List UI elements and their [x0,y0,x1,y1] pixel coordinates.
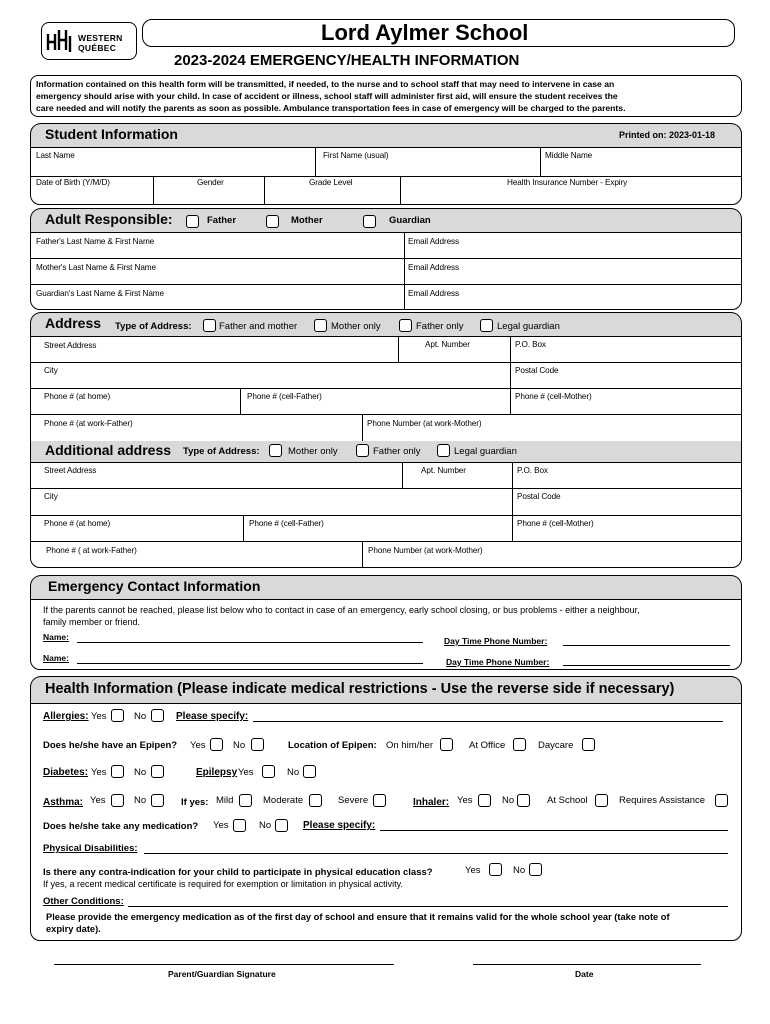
contact-2-name-label: Name: [43,653,69,663]
asthma-if-yes-label: If yes: [181,797,209,808]
medication-yes-label: Yes [213,820,229,831]
school-name: Lord Aylmer School [321,20,529,45]
form-title: 2023-2024 EMERGENCY/HEALTH INFORMATION [174,52,520,69]
asthma-severe-label: Severe [338,795,369,806]
additional-guardian-checkbox[interactable] [437,444,450,457]
allergies-specify-label: Please specify: [176,711,249,722]
epipen-office-checkbox[interactable] [513,738,526,751]
logo-text-quebec: QUÉBEC [78,43,117,53]
school-board-logo [41,22,137,60]
additional-phone-cell-mother-field[interactable]: Phone # (cell-Mother) [517,519,594,528]
additional-type-label: Type of Address: [183,446,260,457]
address-father-checkbox[interactable] [399,319,412,332]
contact-1-phone-line[interactable] [563,645,730,646]
epilepsy-no-label: No [287,767,300,778]
phone-cell-father-field[interactable]: Phone # (cell-Father) [247,392,322,401]
medication-note-1: Please provide the emergency medication as of the first day of school and ensure that it remains valid for the whole school year (take note of [46,912,670,922]
pe-question: Is there any contra-indication for your child to participate in physical education class? [43,867,433,878]
epipen-daycare-label: Daycare [538,740,574,751]
postal-code-field[interactable]: Postal Code [515,366,559,375]
emergency-section-title: Emergency Contact Information [48,578,261,594]
epipen-on-him-checkbox[interactable] [440,738,453,751]
guardian-option-label: Guardian [389,215,431,226]
epipen-daycare-checkbox[interactable] [582,738,595,751]
diabetes-no-checkbox[interactable] [151,765,164,778]
epilepsy-no-checkbox[interactable] [303,765,316,778]
diabetes-yes-label: Yes [91,767,107,778]
epipen-on-him-label: On him/her [386,740,433,751]
father-name-field[interactable]: Father's Last Name & First Name [36,237,155,246]
medication-question: Does he/she take any medication? [43,821,199,832]
guardian-checkbox[interactable] [363,215,376,228]
pe-no-checkbox[interactable] [529,863,542,876]
additional-father-label: Father only [373,446,421,457]
first-name-field[interactable]: First Name (usual) [323,151,389,160]
asthma-label: Asthma: [43,797,84,808]
allergies-yes-label: Yes [91,711,107,722]
contact-2-name-line[interactable] [77,663,423,664]
diabetes-no-label: No [134,767,147,778]
pe-no-label: No [513,865,526,876]
phone-work-mother-field[interactable]: Phone Number (at work-Mother) [367,419,482,428]
allergies-no-label: No [134,711,147,722]
father-checkbox[interactable] [186,215,199,228]
adult-section-header [30,208,742,232]
contact-2-phone-line[interactable] [563,665,730,666]
pe-note: If yes, a recent medical certificate is required for exemption or limitation in physical activity. [43,879,403,889]
middle-name-field[interactable]: Middle Name [545,151,593,160]
medication-no-checkbox[interactable] [275,819,288,832]
adult-section-body [30,232,742,310]
additional-city-field[interactable]: City [44,492,58,501]
date-label: Date [575,969,594,979]
epilepsy-yes-checkbox[interactable] [262,765,275,778]
asthma-severe-checkbox[interactable] [373,794,386,807]
intro-box [30,75,742,117]
dob-field[interactable]: Date of Birth (Y/M/D) [36,178,110,187]
asthma-mild-label: Mild [216,795,234,806]
allergies-yes-checkbox[interactable] [111,709,124,722]
mother-checkbox[interactable] [266,215,279,228]
asthma-no-checkbox[interactable] [151,794,164,807]
epipen-question: Does he/she have an Epipen? [43,740,178,751]
date-line[interactable] [473,964,701,965]
additional-address-title: Additional address [45,442,172,458]
additional-phone-work-mother-field[interactable]: Phone Number (at work-Mother) [368,546,483,555]
contact-1-phone-label: Day Time Phone Number: [444,636,548,646]
additional-postal-field[interactable]: Postal Code [517,492,561,501]
medication-specify-line[interactable] [380,830,728,831]
asthma-yes-label: Yes [90,795,106,806]
printed-on-date: Printed on: 2023-01-18 [618,130,715,140]
additional-address-header [30,441,742,462]
health-number-field[interactable]: Health Insurance Number - Expiry [507,178,628,187]
additional-address-body [30,462,742,568]
address-father-label: Father only [416,321,464,332]
diabetes-yes-checkbox[interactable] [111,765,124,778]
student-section-title: Student Information [45,126,178,142]
logo-text-western: WESTERN [78,33,123,43]
inhaler-school-checkbox[interactable] [595,794,608,807]
address-mother-checkbox[interactable] [314,319,327,332]
address-both-checkbox[interactable] [203,319,216,332]
additional-phone-home-field[interactable]: Phone # (at home) [44,519,111,528]
street-address-field[interactable]: Street Address [44,341,97,350]
school-name-box [142,19,735,47]
father-email-field[interactable]: Email Address [408,237,460,246]
epipen-location-label: Location of Epipen: [288,740,377,751]
intro-line-1: Information contained on this health form will be transmitted, if needed, to the nurse and to school staff that may need to intervene in case an [36,79,615,89]
emergency-text-2: family member or friend. [43,617,141,627]
emergency-section-body [30,599,742,670]
address-section-header [30,312,742,336]
health-section-header [30,676,742,703]
physical-disabilities-label: Physical Disabilities: [43,843,138,854]
inhaler-no-label: No [502,795,515,806]
city-field[interactable]: City [44,366,58,375]
health-section-title: Health Information (Please indicate medical restrictions - Use the reverse side if necessary) [45,681,675,697]
guardian-email-field[interactable]: Email Address [408,289,460,298]
additional-phone-work-father-field[interactable]: Phone # ( at work-Father) [46,546,137,555]
po-box-field[interactable]: P.O. Box [515,340,546,349]
additional-po-box-field[interactable]: P.O. Box [517,466,548,475]
asthma-moderate-checkbox[interactable] [309,794,322,807]
contact-2-phone-label: Day Time Phone Number: [446,657,550,667]
address-guardian-checkbox[interactable] [480,319,493,332]
emergency-text-1: If the parents cannot be reached, please list below who to contact in case of an emergency, early school closing, or bus problems - either a neighbour, [43,605,640,615]
mother-option-label: Mother [291,215,323,226]
medication-specify-label: Please specify: [303,820,376,831]
emergency-section-header [30,575,742,599]
asthma-no-label: No [134,795,147,806]
address-type-label: Type of Address: [115,321,192,332]
adult-section-title: Adult Responsible: [45,211,173,227]
address-section-title: Address [45,315,102,331]
epipen-yes-checkbox[interactable] [210,738,223,751]
allergies-no-checkbox[interactable] [151,709,164,722]
father-option-label: Father [207,215,237,226]
intro-line-3: care needed and will notify the parents as soon as possible. Ambulance transportation fees in case of emergency will be charged to the parents. [36,103,626,113]
address-section-body [30,336,742,441]
mother-email-field[interactable]: Email Address [408,263,460,272]
epipen-no-label: No [233,740,246,751]
epilepsy-yes-label: Yes [238,767,254,778]
phone-home-field[interactable]: Phone # (at home) [44,392,111,401]
signature-label: Parent/Guardian Signature [168,969,276,979]
additional-street-field[interactable]: Street Address [44,466,97,475]
epipen-office-label: At Office [469,740,506,751]
medication-yes-checkbox[interactable] [233,819,246,832]
epilepsy-label: Epilepsy [196,767,238,778]
inhaler-yes-checkbox[interactable] [478,794,491,807]
student-section-body [30,147,742,205]
mother-name-field[interactable]: Mother's Last Name & First Name [36,263,156,272]
asthma-yes-checkbox[interactable] [111,794,124,807]
additional-mother-label: Mother only [288,446,338,457]
logo-mark-icon [46,28,76,54]
guardian-name-field[interactable]: Guardian's Last Name & First Name [36,289,164,298]
inhaler-yes-label: Yes [457,795,473,806]
last-name-field[interactable]: Last Name [36,151,75,160]
signature-line[interactable] [54,964,394,965]
other-conditions-line[interactable] [128,906,728,907]
grade-field[interactable]: Grade Level [309,178,353,187]
inhaler-assist-checkbox[interactable] [715,794,728,807]
pe-yes-checkbox[interactable] [489,863,502,876]
medication-note-2: expiry date). [46,924,101,934]
additional-apt-field[interactable]: Apt. Number [421,466,466,475]
other-conditions-label: Other Conditions: [43,896,124,907]
address-both-label: Father and mother [219,321,298,332]
inhaler-no-checkbox[interactable] [517,794,530,807]
additional-mother-checkbox[interactable] [269,444,282,457]
contact-1-name-line[interactable] [77,642,423,643]
inhaler-school-label: At School [547,795,588,806]
allergies-label: Allergies: [43,711,89,722]
asthma-moderate-label: Moderate [263,795,304,806]
apt-number-field[interactable]: Apt. Number [425,340,470,349]
address-guardian-label: Legal guardian [497,321,560,332]
pe-yes-label: Yes [465,865,481,876]
additional-guardian-label: Legal guardian [454,446,517,457]
asthma-mild-checkbox[interactable] [239,794,252,807]
student-section-header [30,123,742,147]
address-mother-label: Mother only [331,321,381,332]
inhaler-assist-label: Requires Assistance [619,795,706,806]
gender-field[interactable]: Gender [197,178,224,187]
epipen-no-checkbox[interactable] [251,738,264,751]
additional-father-checkbox[interactable] [356,444,369,457]
medication-no-label: No [259,820,272,831]
allergies-specify-line[interactable] [253,721,723,722]
phone-cell-mother-field[interactable]: Phone # (cell-Mother) [515,392,592,401]
intro-line-2: emergency should arise with your child. In case of accident or illness, school staff will administer first aid, will ensure the student receives the [36,91,618,101]
inhaler-label: Inhaler: [413,797,450,808]
epipen-yes-label: Yes [190,740,206,751]
physical-disabilities-line[interactable] [144,853,728,854]
additional-phone-cell-father-field[interactable]: Phone # (cell-Father) [249,519,324,528]
phone-work-father-field[interactable]: Phone # (at work-Father) [44,419,133,428]
contact-1-name-label: Name: [43,632,69,642]
diabetes-label: Diabetes: [43,767,89,778]
